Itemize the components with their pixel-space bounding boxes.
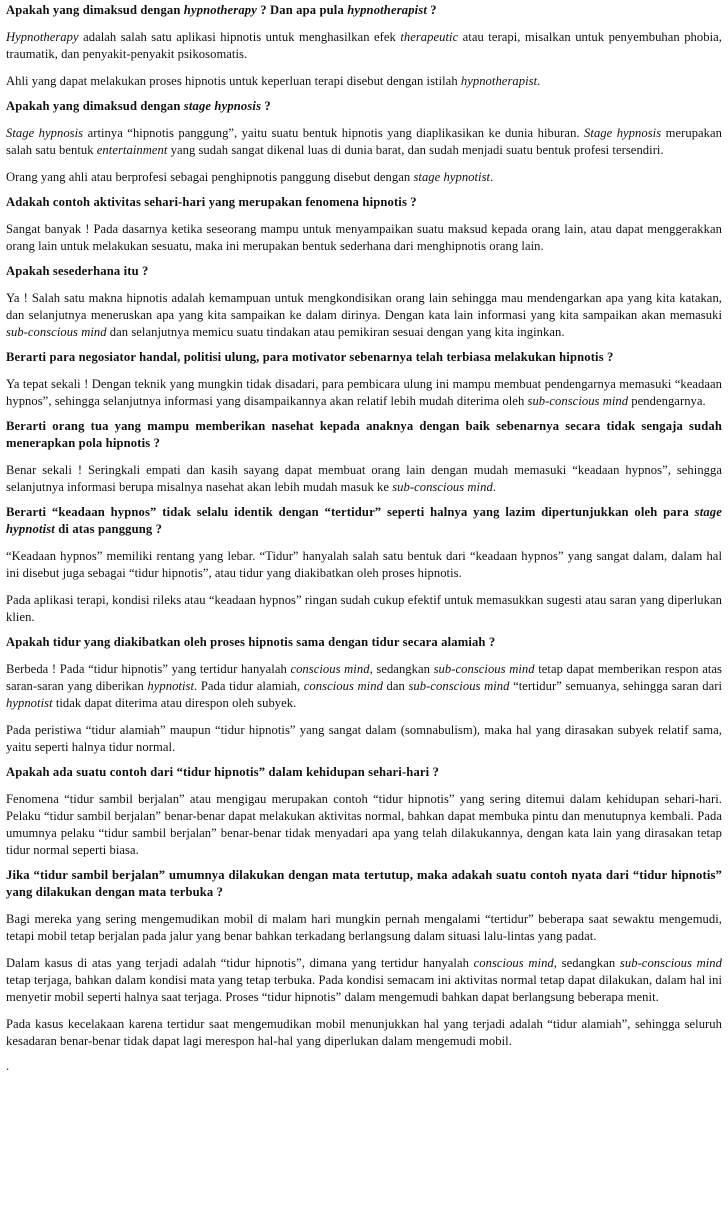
answer-paragraph <box>6 125 722 159</box>
paragraph-text: Pada kasus kecelakaan karena tertidur saat mengemudikan mobil menunjukkan hal yang terjadi adalah “tidur alamiah”, sehingga seluruh kesadaran benar-benar tidak dapat lagi merespon hal-hal yang diperlukan dalam mengemudi mobil. <box>6 1017 722 1048</box>
paragraph-text: Fenomena “tidur sambil berjalan” atau mengigau merupakan contoh “tidur hipnotis” yang sering ditemui dalam kehidupan sehari-hari. Pelaku “tidur sambil berjalan” benar-benar dapat melakukan aktivitas normal, bahkan dapat membuka pintu dan menutupnya kembali. Pada umumnya pelaku “tidur sambil berjalan” benar-benar tidak menyadari apa yang telah dilakukannya, dengan kata lain yang dirasakan tetap tidur normal seperti biasa. <box>6 792 722 857</box>
question-italic-term: hypnotherapist <box>347 3 427 17</box>
paragraph-text: “Keadaan hypnos” memiliki rentang yang lebar. “Tidur” hanyalah salah satu bentuk dari “keadaan hypnos” yang sangat dalam, dalam hal ini disebut juga sebagai “tidur hipnotis”, atau tidur yang diakibatkan oleh proses hipnotis. <box>6 549 722 580</box>
question-heading <box>6 194 722 211</box>
italic-term: conscious mind <box>303 679 383 693</box>
paragraph-text: dan selanjutnya memicu suatu tindakan atau pemikiran sesuai dengan yang kita inginkan. <box>106 325 565 339</box>
paragraph-text: tetap dapat memberikan respon atas saran-saran yang diberikan <box>6 662 723 693</box>
italic-term: entertainment <box>96 143 168 157</box>
answer-paragraph <box>6 661 722 712</box>
question-heading <box>6 2 722 19</box>
question-text: Apakah yang dimaksud dengan <box>6 99 184 113</box>
question-italic-term: stage hypnosis <box>183 99 262 113</box>
paragraph-text: dan <box>382 679 409 693</box>
paragraph-text: Ya tepat sekali ! Dengan teknik yang mungkin tidak disadari, para pembicara ulung ini mampu membuat pendengarnya memasuki “keadaan hypnos”, sehingga selanjutnya informasi yang disampaikannya akan relatif lebih mudah diterima oleh <box>6 377 722 408</box>
qa-block <box>6 2 722 90</box>
question-heading <box>6 98 722 115</box>
question-heading <box>6 418 722 452</box>
paragraph-text: yang sudah sangat dikenal luas di dunia barat, dan sudah menjadi suatu bentuk profesi tersendiri. <box>167 143 664 157</box>
question-italic-term: stage hypnotist <box>6 505 722 536</box>
qa-block <box>6 349 722 410</box>
answer-paragraph <box>6 376 722 410</box>
answer-paragraph <box>6 955 722 1006</box>
paragraph-text: Ya ! Salah satu makna hipnotis adalah kemampuan untuk mengkondisikan orang lain sehingga mau mendengarkan apa yang kita katakan, dan selanjutnya meneruskan apa yang kita sampaikan ke dalam dirinya. Dengan kata lain informasi yang kita sampaikan akan memasuki <box>6 291 722 322</box>
paragraph-text: tidak dapat diterima atau direspon oleh subyek. <box>52 696 297 710</box>
paragraph-text: , sedangkan <box>369 662 434 676</box>
question-text: di atas panggung ? <box>54 522 163 536</box>
qa-block <box>6 194 722 255</box>
italic-term: sub-conscious mind <box>527 394 629 408</box>
paragraph-text: tetap terjaga, bahkan dalam kondisi mata yang tetap terbuka. Pada kondisi semacam ini aktivitas normal tetap dapat dilakukan, dalam hal ini menyetir mobil seperti halnya saat terjaga. Proses “tidur hipnotis” dalam mengemudi bahkan dapat berlangsung beberapa menit. <box>6 973 722 1004</box>
italic-term: conscious mind <box>473 956 554 970</box>
paragraph-text: . <box>537 74 541 88</box>
italic-term: Hypnotherapy <box>6 30 79 44</box>
question-heading <box>6 504 722 538</box>
qa-block <box>6 764 722 859</box>
italic-term: Stage hypnosis <box>6 126 84 140</box>
italic-term: Stage hypnosis <box>584 126 662 140</box>
italic-term: hypnotherapist <box>460 74 538 88</box>
italic-term: sub-conscious mind <box>392 480 493 494</box>
paragraph-text: Ahli yang dapat melakukan proses hipnotis untuk keperluan terapi disebut dengan istilah <box>6 74 461 88</box>
answer-paragraph <box>6 791 722 859</box>
paragraph-text: Benar sekali ! Seringkali empati dan kasih sayang dapat membuat orang lain dengan mudah memasuki “keadaan hypnos”, sehingga selanjutnya informasi berupa misalnya nasehat akan lebih mudah masuk ke <box>6 463 722 494</box>
question-text: Berarti para negosiator handal, politisi ulung, para motivator sebenarnya telah terbiasa melakukan hipnotis ? <box>6 350 614 364</box>
answer-paragraph <box>6 221 722 255</box>
qa-block <box>6 98 722 186</box>
paragraph-text: adalah salah satu aplikasi hipnotis untuk menghasilkan efek <box>78 30 401 44</box>
paragraph-text: . Pada tidur alamiah, <box>194 679 304 693</box>
paragraph-text: Bagi mereka yang sering mengemudikan mobil di malam hari mungkin pernah mengalami “tertidur” beberapa saat sewaktu mengemudi, tetapi mobil tetap berjalan pada jalur yang benar bahkan terkadang berlangsung dalam situasi lalu-lintas yang padat. <box>6 912 722 943</box>
answer-paragraph <box>6 722 722 756</box>
answer-paragraph <box>6 1016 722 1050</box>
answer-paragraph <box>6 548 722 582</box>
italic-term: sub-conscious mind <box>408 679 510 693</box>
question-text: Apakah tidur yang diakibatkan oleh proses hipnotis sama dengan tidur secara alamiah ? <box>6 635 496 649</box>
paragraph-text: . <box>492 480 496 494</box>
answer-paragraph <box>6 911 722 945</box>
paragraph-text: “tertidur” semuanya, sehingga saran dari <box>509 679 723 693</box>
qa-block <box>6 634 722 756</box>
answer-paragraph <box>6 290 722 341</box>
question-text: Berarti orang tua yang mampu memberikan nasehat kepada anaknya dengan baik sebenarnya secara tidak sengaja sudah menerapkan pola hipnotis ? <box>6 419 722 450</box>
question-text: Berarti “keadaan hypnos” tidak selalu identik dengan “tertidur” seperti halnya yang lazim dipertunjukkan oleh para <box>6 505 695 519</box>
paragraph-text: merupakan salah satu bentuk <box>6 126 723 157</box>
paragraph-text: , sedangkan <box>553 956 620 970</box>
question-heading <box>6 349 722 366</box>
question-text: ? Dan apa pula <box>256 3 348 17</box>
italic-term: sub-conscious mind <box>619 956 722 970</box>
question-heading <box>6 764 722 781</box>
italic-term: conscious mind <box>290 662 370 676</box>
question-text: Adakah contoh aktivitas sehari-hari yang merupakan fenomena hipnotis ? <box>6 195 417 209</box>
answer-paragraph <box>6 592 722 626</box>
paragraph-text: Pada peristiwa “tidur alamiah” maupun “tidur hipnotis” yang sangat dalam (somnabulism), maka hal yang dirasakan subyek relatif sama, yaitu seperti halnya tidur normal. <box>6 723 722 754</box>
paragraph-text: Sangat banyak ! Pada dasarnya ketika seseorang mampu untuk menyampaikan suatu maksud kepada orang lain, atau dapat menggerakkan orang lain untuk melakukan sesuatu, maka ini merupakan bentuk sederhana dari menghipnotis orang lain. <box>6 222 722 253</box>
answer-paragraph <box>6 462 722 496</box>
answer-paragraph <box>6 73 722 90</box>
answer-paragraph <box>6 169 722 186</box>
qa-sections <box>6 2 722 1050</box>
italic-term: sub-conscious mind <box>433 662 535 676</box>
question-text: ? <box>427 3 437 17</box>
paragraph-text: Pada aplikasi terapi, kondisi rileks atau “keadaan hypnos” ringan sudah cukup efektif untuk memasukkan sugesti atau saran yang diperlukan klien. <box>6 593 722 624</box>
question-text: ? <box>261 99 271 113</box>
paragraph-text: Orang yang ahli atau berprofesi sebagai penghipnotis panggung disebut dengan <box>6 170 414 184</box>
italic-term: stage hypnotist <box>413 170 491 184</box>
paragraph-text: pendengarnya. <box>628 394 706 408</box>
answer-paragraph <box>6 29 722 63</box>
italic-term: therapeutic <box>400 30 459 44</box>
paragraph-text: . <box>490 170 494 184</box>
qa-block <box>6 418 722 496</box>
paragraph-text: Dalam kasus di atas yang terjadi adalah “tidur hipnotis”, dimana yang tertidur hanyalah <box>6 956 474 970</box>
question-heading <box>6 263 722 280</box>
question-heading <box>6 634 722 651</box>
paragraph-text: atau terapi, misalkan untuk penyembuhan phobia, traumatik, dan penyakit-penyakit psikosomatis. <box>6 30 722 61</box>
question-text: Apakah ada suatu contoh dari “tidur hipnotis” dalam kehidupan sehari-hari ? <box>6 765 440 779</box>
italic-term: sub-conscious mind <box>6 325 107 339</box>
italic-term: hypnotist <box>147 679 195 693</box>
qa-block <box>6 263 722 341</box>
paragraph-text: artinya “hipnotis panggung”, yaitu suatu bentuk hipnotis yang diaplikasikan ke dunia hiburan. <box>83 126 585 140</box>
question-heading <box>6 867 722 901</box>
question-text: Jika “tidur sambil berjalan” umumnya dilakukan dengan mata tertutup, maka adakah suatu contoh nyata dari “tidur hipnotis” yang dilakukan dengan mata terbuka ? <box>6 868 722 899</box>
qa-block <box>6 867 722 1050</box>
paragraph-text: Berbeda ! Pada “tidur hipnotis” yang tertidur hanyalah <box>6 662 291 676</box>
qa-block <box>6 504 722 626</box>
question-text: Apakah sesederhana itu ? <box>6 264 149 278</box>
question-italic-term: hypnotherapy <box>183 3 257 17</box>
italic-term: hypnotist <box>6 696 53 710</box>
trailing-dot: . <box>6 1059 10 1073</box>
question-text: Apakah yang dimaksud dengan <box>6 3 184 17</box>
